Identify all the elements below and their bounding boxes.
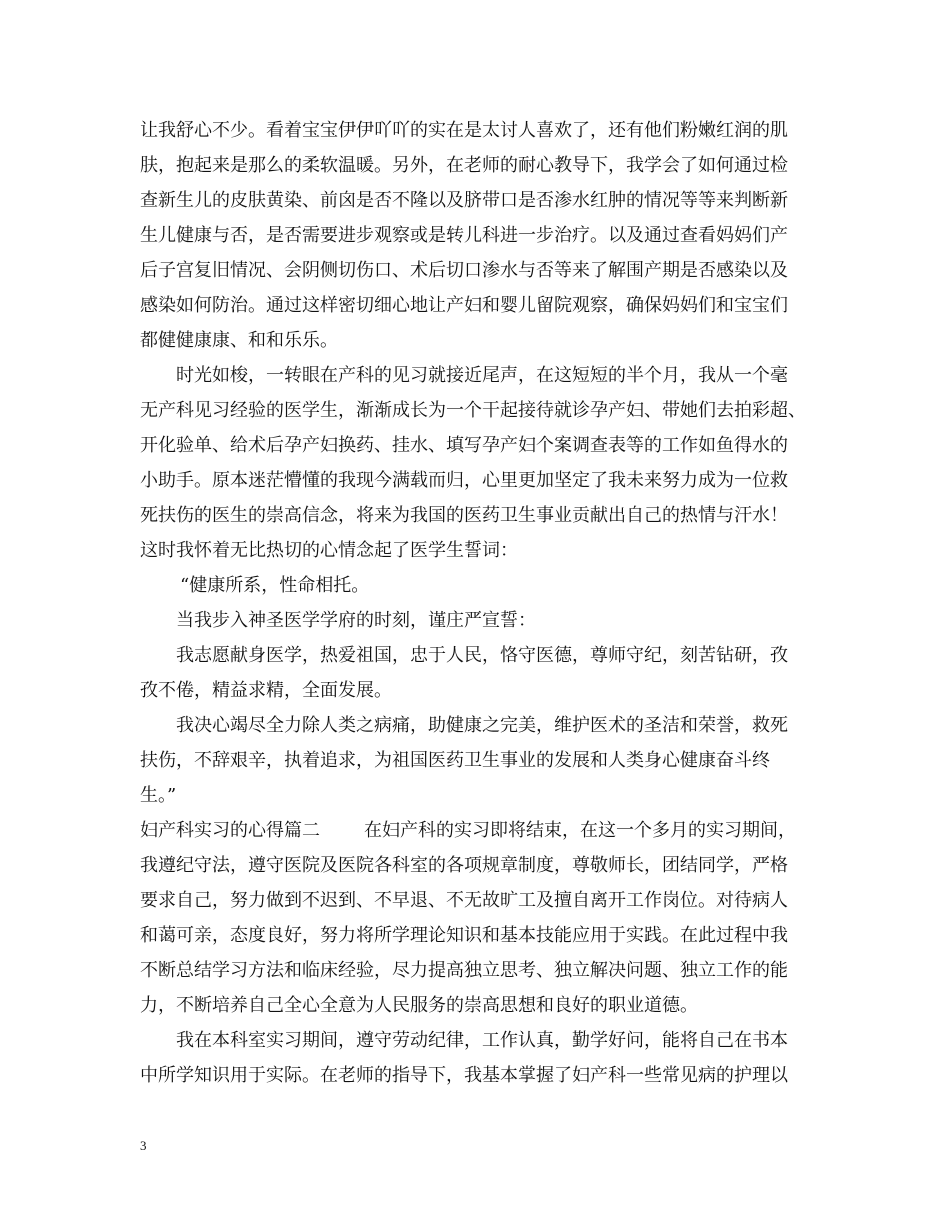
text-line: 这时我怀着无比热切的心情念起了医学生誓词： [140,540,518,561]
text-line: 和蔼可亲，态度良好，努力将所学理论知识和基本技能应用于实践。在此过程中我 [140,925,788,946]
text-line: 肤，抱起来是那么的柔软温暖。另外，在老师的耐心教导下，我学会了如何通过检 [140,155,788,176]
text-line: 查新生儿的皮肤黄染、前囟是否不隆以及脐带口是否渗水红肿的情况等等来判断新 [140,190,788,211]
text-line: 让我舒心不少。看着宝宝伊伊吖吖的实在是太讨人喜欢了，还有他们粉嫩红润的肌 [140,120,788,141]
text-line: 不断总结学习方法和临床经验，尽力提高独立思考、独立解决问题、独立工作的能 [140,960,788,981]
text-line: 死扶伤的医生的崇高信念，将来为我国的医药卫生事业贡献出自己的热情与汗水！ [140,505,788,526]
section-heading-line [140,813,830,848]
text-line: 扶伤，不辞艰辛，执着追求，为祖国医药卫生事业的发展和人类身心健康奋斗终 [140,750,770,771]
text-line: 当我步入神圣医学学府的时刻，谨庄严宣誓： [176,610,536,631]
text-line: 我志愿献身医学，热爱祖国，忠于人民，恪守医德，尊师守纪，刻苦钻研，孜 [176,645,788,666]
text-line: 要求自己，努力做到不迟到、不早退、不无故旷工及擅自离开工作岗位。对待病人 [140,890,788,911]
text-line: 生。” [140,785,177,806]
text-line: 都健健康康、和和乐乐。 [140,330,338,351]
text-line: 感染如何防治。通过这样密切细心地让产妇和婴儿留院观察，确保妈妈们和宝宝们 [140,295,788,316]
text-line: 开化验单、给术后孕产妇换药、挂水、填写孕产妇个案调查表等的工作如鱼得水的 [140,435,788,456]
text-line: 无产科见习经验的医学生，渐渐成长为一个干起接待就诊孕产妇、带她们去拍彩超、 [140,400,806,421]
text-line: 时光如梭，一转眼在产科的见习就接近尾声，在这短短的半个月，我从一个毫 [176,365,788,386]
page-number: 3 [140,1138,147,1153]
oath-opening-line: “健康所系，性命相托。 [180,575,370,596]
text-line: 中所学知识用于实际。在老师的指导下，我基本掌握了妇产科一些常见病的护理以 [140,1065,788,1086]
section-first-sentence: 在妇产科的实习即将结束，在这一个多月的实习期间， [364,820,796,841]
text-line: 小助手。原本迷茫懵懂的我现今满载而归，心里更加坚定了我未来努力成为一位救 [140,470,788,491]
text-line: 孜不倦，精益求精，全面发展。 [140,680,392,701]
text-line: 我在本科室实习期间，遵守劳动纪律，工作认真，勤学好问，能将自己在书本 [176,1030,788,1051]
body-text [140,113,830,1093]
text-line: 我决心竭尽全力除人类之病痛，助健康之完美，维护医术的圣洁和荣誉，救死 [176,715,788,736]
section-heading: 妇产科实习的心得篇二 [140,820,320,841]
text-line: 生儿健康与否，是否需要进步观察或是转儿科进一步治疗。以及通过查看妈妈们产 [140,225,788,246]
text-line: 我遵纪守法，遵守医院及医院各科室的各项规章制度，尊敬师长，团结同学，严格 [140,855,788,876]
text-line: 后子宫复旧情况、会阴侧切伤口、术后切口渗水与否等来了解围产期是否感染以及 [140,260,788,281]
text-line: 力，不断培养自己全心全意为人民服务的崇高思想和良好的职业道德。 [140,995,698,1016]
